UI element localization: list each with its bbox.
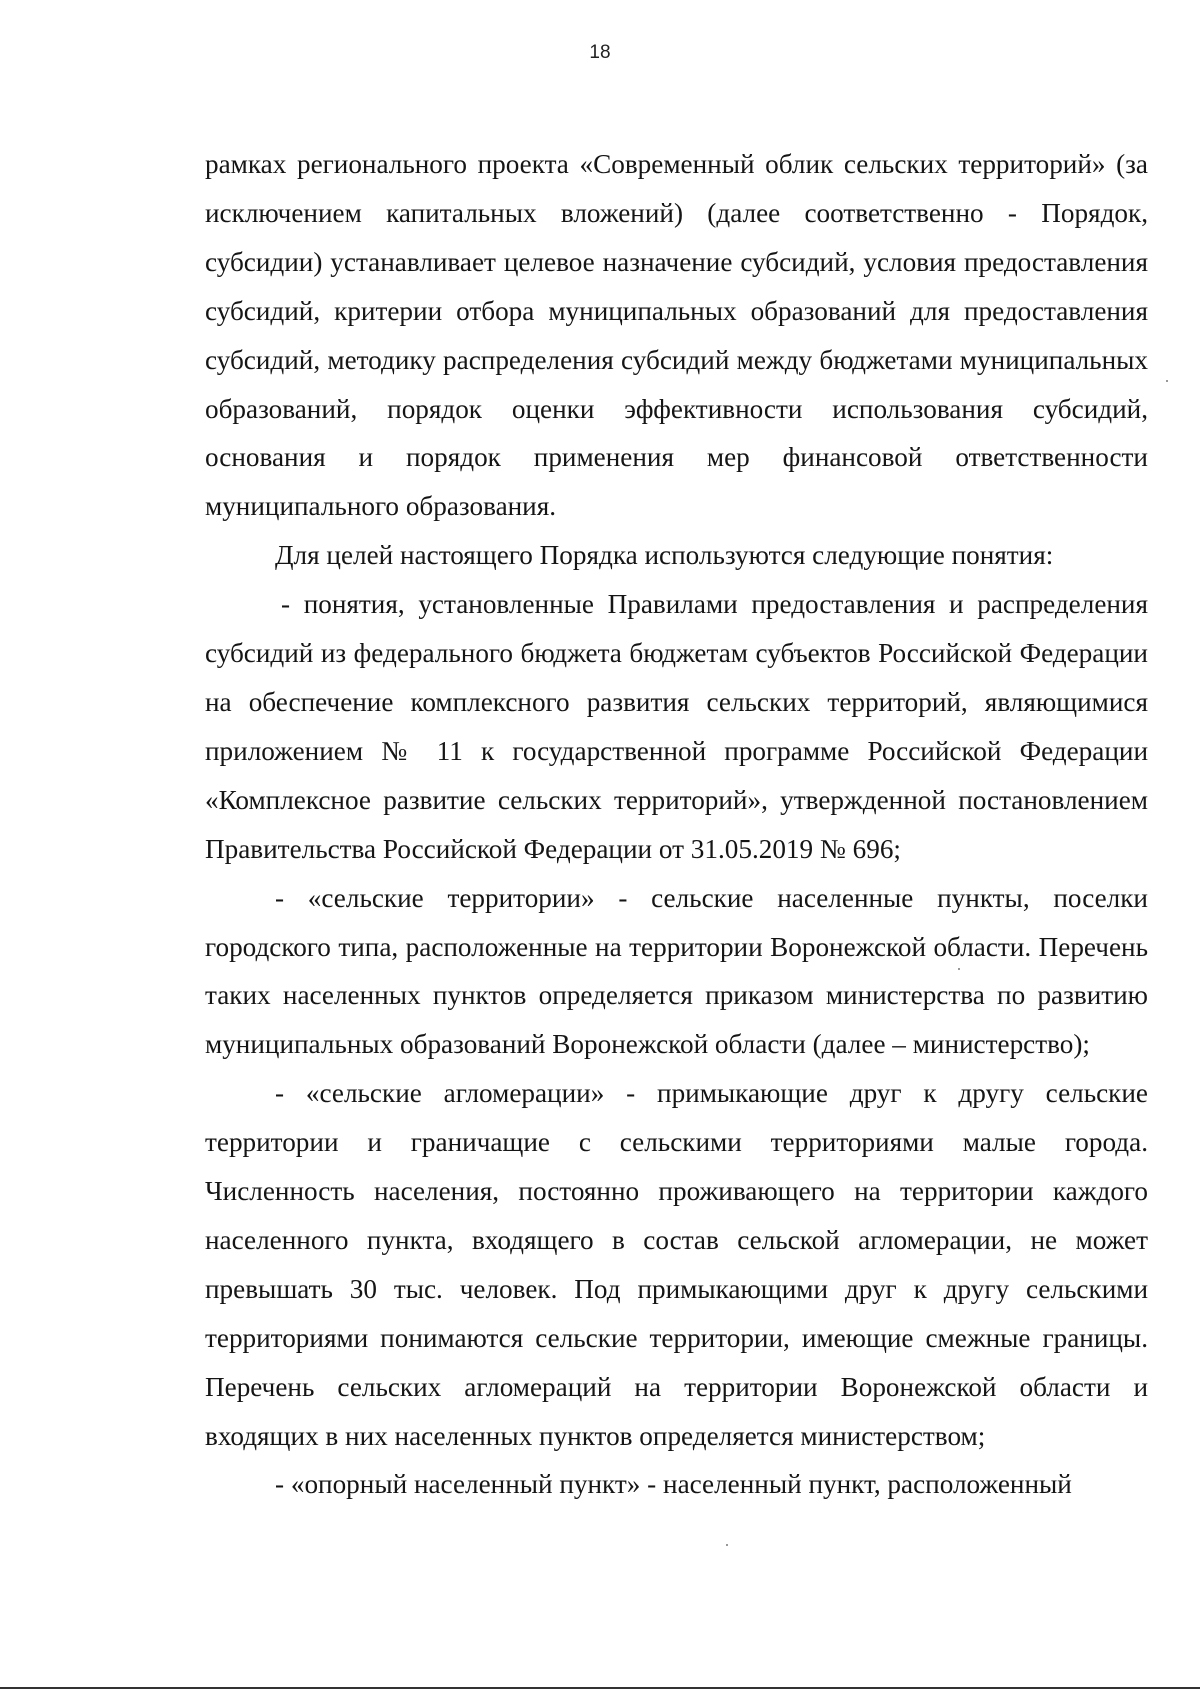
paragraph-definition-base-settlement: - «опорный населенный пункт» - населенный пункт, расположенный [275,1469,1072,1500]
scan-speck [726,1544,728,1546]
document-body [205,140,1148,1509]
paragraph-intro: рамках регионального проекта «Современный облик сельских территорий» (за исключением капитальных вложений) (далее соответственно - Порядок, субсидии) устанавливает целевое назначение субсидий, условия предоставления субсидий, критерии отбора муниципальных образований для предоставления субсидий, методику распределения субсидий между бюджетами муниципальных образований, порядок оценки эффективности использования субсидий, основания и порядок применения мер финансовой ответственности муниципального образования. [205,149,1148,522]
scan-speck [1166,380,1168,382]
scan-speck [958,968,960,970]
paragraph-definition-concepts: - понятия, установленные Правилами предоставления и распределения субсидий из федерального бюджета бюджетам субъектов Российской Федерации на обеспечение комплексного развития сельских территорий, являющимися приложением № 11 к государственной программе Российской Федерации «Комплексное развитие сельских территорий», утвержденной постановлением Правительства Российской Федерации от 31.05.2019 № 696; [205,589,1148,864]
page-number: 18 [589,42,611,63]
paragraph-definitions-lead: Для целей настоящего Порядка используются следующие понятия: [275,540,1054,571]
paragraph-definition-rural-agglomerations: - «сельские агломерации» - примыкающие друг к другу сельские территории и граничащие с сельскими территориями малые города. Численность населения, постоянно проживающего на территории каждого населенного пункта, входящего в состав сельской агломерации, не может превышать 30 тыс. человек. Под примыкающими друг к другу сельскими территориями понимаются сельские территории, имеющие смежные границы. Перечень сельских агломераций на территории Воронежской области и входящих в них населенных пунктов определяется министерством; [205,1078,1148,1451]
paragraph-definition-rural-territories: - «сельские территории» - сельские населенные пункты, поселки городского типа, расположенные на территории Воронежской области. Перечень таких населенных пунктов определяется приказом министерства по развитию муниципальных образований Воронежской области (далее – министерство); [205,882,1148,1060]
